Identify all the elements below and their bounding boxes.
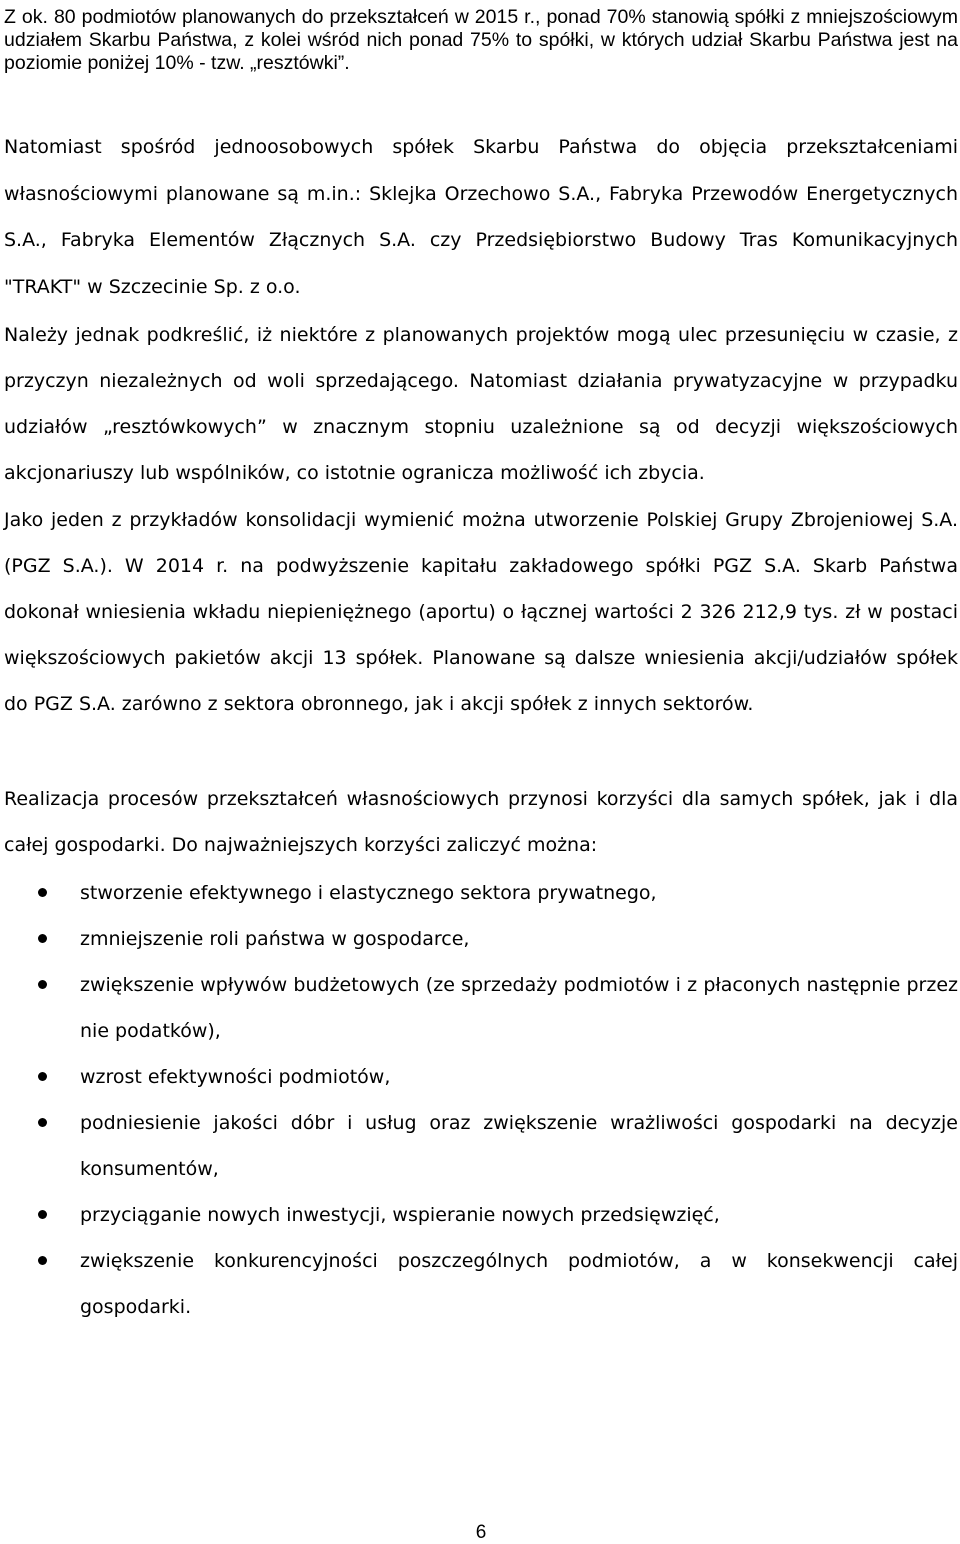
benefits-list bbox=[4, 870, 958, 1330]
list-item bbox=[4, 1192, 958, 1238]
list-item-text: wzrost efektywności podmiotów, bbox=[80, 1066, 391, 1088]
bullet-dot-icon bbox=[38, 1256, 47, 1265]
bullet-dot-icon bbox=[38, 1210, 47, 1219]
list-item bbox=[4, 916, 958, 962]
paragraph-pgz-consolidation: Jako jeden z przykładów konsolidacji wymienić można utworzenie Polskiej Grupy Zbrojeniowej S.A. (PGZ S.A.). W 2014 r. na podwyższenie kapitału zakładowego spółki PGZ S.A. Skarb Państwa dokonał wniesienia wkładu niepieniężnego (aportu) o łącznej wartości 2 326 212,9 tys. zł w postaci większościowych pakietów akcji 13 spółek. Planowane są dalsze wniesienia akcji/udziałów spółek do PGZ S.A. zarówno z sektora obronnego, jak i akcji spółek z innych sektorów. bbox=[4, 509, 958, 715]
list-item-text: zwiększenie konkurencyjności poszczególnych podmiotów, a w konsekwencji całej gospodarki. bbox=[80, 1250, 958, 1318]
bullet-dot-icon bbox=[38, 980, 47, 989]
list-item bbox=[4, 1238, 958, 1330]
paragraph-planned-transformations: Z ok. 80 podmiotów planowanych do przekształceń w 2015 r., ponad 70% stanowią spółki z mniejszościowym udziałem Skarbu Państwa, z kolei wśród nich ponad 75% to spółki, w których udział Skarbu Państwa jest na poziomie poniżej 10% - tzw. „resztówki”. bbox=[4, 6, 958, 74]
paragraph-project-delays: Należy jednak podkreślić, iż niektóre z planowanych projektów mogą ulec przesunięciu w czasie, z przyczyn niezależnych od woli sprzedającego. Natomiast działania prywatyzacyjne w przypadku udziałów „resztówkowych” w znacznym stopniu uzależnione są od decyzji większościowych akcjonariuszy lub wspólników, co istotnie ogranicza możliwość ich zbycia. bbox=[4, 324, 958, 484]
list-item-text: podniesienie jakości dóbr i usług oraz zwiększenie wrażliwości gospodarki na decyzje konsumentów, bbox=[80, 1112, 958, 1180]
list-item-text: przyciąganie nowych inwestycji, wspieranie nowych przedsięwzięć, bbox=[80, 1204, 720, 1226]
paragraph-benefits-intro: Realizacja procesów przekształceń własnościowych przynosi korzyści dla samych spółek, jak i dla całej gospodarki. Do najważniejszych korzyści zaliczyć można: bbox=[4, 788, 958, 856]
list-item bbox=[4, 1054, 958, 1100]
bullet-dot-icon bbox=[38, 1118, 47, 1127]
list-item-text: stworzenie efektywnego i elastycznego sektora prywatnego, bbox=[80, 882, 657, 904]
bullet-dot-icon bbox=[38, 1072, 47, 1081]
list-item-text: zwiększenie wpływów budżetowych (ze sprzedaży podmiotów i z płaconych następnie przez nie podatków), bbox=[80, 974, 958, 1042]
paragraph-single-shareholder-companies: Natomiast spośród jednoosobowych spółek Skarbu Państwa do objęcia przekształceniami własnościowymi planowane są m.in.: Sklejka Orzechowo S.A., Fabryka Przewodów Energetycznych S.A., Fabryka Elementów Złącznych S.A. czy Przedsiębiorstwo Budowy Tras Komunikacyjnych "TRAKT" w Szczecinie Sp. z o.o. bbox=[4, 136, 958, 298]
list-item-text: zmniejszenie roli państwa w gospodarce, bbox=[80, 928, 470, 950]
bullet-dot-icon bbox=[38, 888, 47, 897]
page-number: 6 bbox=[475, 1522, 487, 1543]
list-item bbox=[4, 870, 958, 916]
list-item bbox=[4, 1100, 958, 1192]
list-item bbox=[4, 962, 958, 1054]
bullet-dot-icon bbox=[38, 934, 47, 943]
